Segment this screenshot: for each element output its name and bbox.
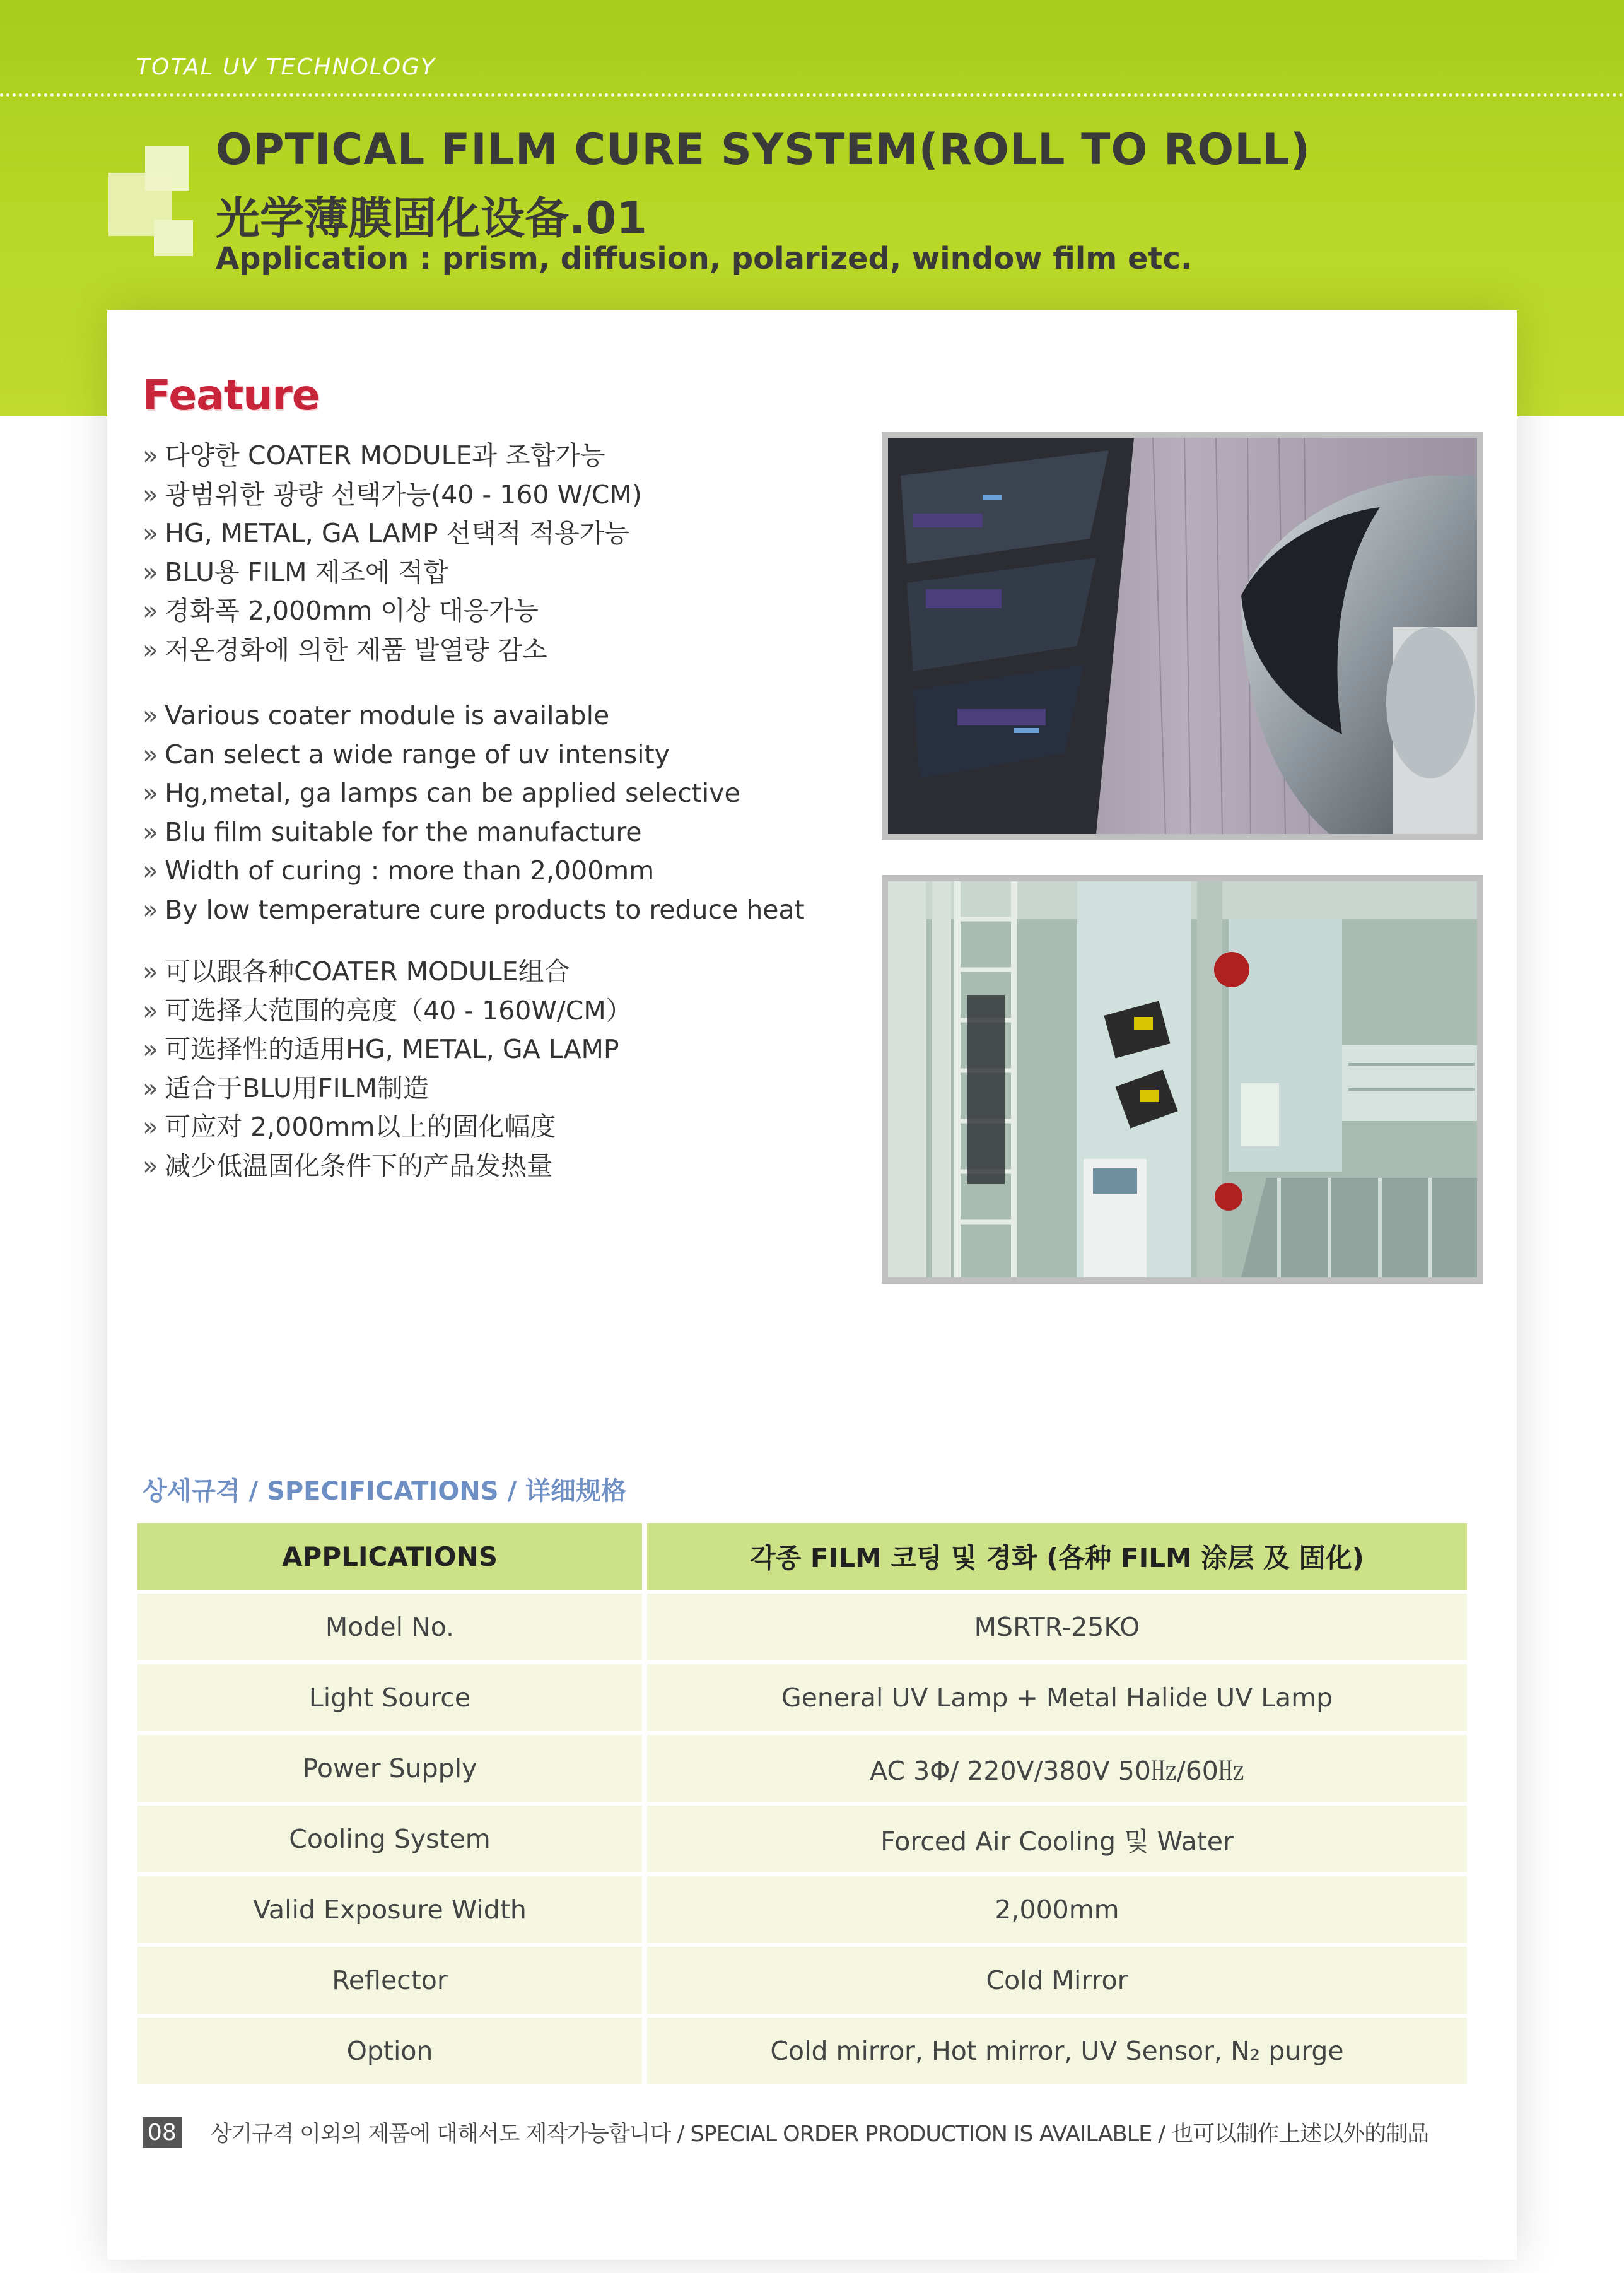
spec-value: MSRTR-25KO	[647, 1594, 1467, 1660]
table-row	[137, 1876, 1467, 1943]
spec-value: Forced Air Cooling 및 Water	[647, 1806, 1467, 1872]
feature-item: » 可应对 2,000mm以上的固化幅度	[143, 1112, 556, 1142]
page-title: OPTICAL FILM CURE SYSTEM(ROLL TO ROLL)	[216, 125, 1311, 175]
feature-item: » 适合于BLU用FILM制造	[143, 1072, 429, 1103]
spec-value: AC 3Φ/ 220V/380V 50㎐/60㎐	[647, 1735, 1467, 1802]
table-row	[137, 1947, 1467, 2014]
spec-value: Cold Mirror	[647, 1947, 1467, 2014]
spec-header-applications: APPLICATIONS	[137, 1523, 642, 1590]
spec-table	[132, 1519, 1472, 2088]
feature-item: » HG, METAL, GA LAMP 선택적 적용가능	[143, 518, 629, 548]
spec-label: Light Source	[137, 1664, 642, 1731]
machine-installation-photo	[882, 875, 1483, 1284]
spec-label: Cooling System	[137, 1806, 642, 1872]
table-row	[137, 1594, 1467, 1660]
spec-heading: 상세규격 / SPECIFICATIONS / 详细规格	[143, 1477, 627, 1506]
feature-item: » 可选择性的适用HG, METAL, GA LAMP	[143, 1034, 619, 1064]
feature-list-chinese	[143, 953, 632, 1185]
table-row	[137, 1664, 1467, 1731]
dotted-divider	[0, 93, 1624, 97]
feature-item: » 다양한 COATER MODULE과 조합가능	[143, 440, 605, 471]
feature-item: » Hg,metal, ga lamps can be applied selective	[143, 778, 740, 808]
spec-value: Cold mirror, Hot mirror, UV Sensor, N₂ purge	[647, 2018, 1467, 2084]
spec-label: Option	[137, 2018, 642, 2084]
application-subtitle: Application : prism, diffusion, polarized, window film etc.	[216, 241, 1193, 276]
spec-label: Valid Exposure Width	[137, 1876, 642, 1943]
footer-note: 상기규격 이외의 제품에 대해서도 제작가능합니다 / SPECIAL ORDER PRODUCTION IS AVAILABLE / 也可以制作上述以外的制品	[210, 2122, 1429, 2147]
feature-item: » 可以跟各种COATER MODULE组合	[143, 956, 570, 987]
feature-item: » 저온경화에 의한 제품 발열량 감소	[143, 634, 547, 665]
spec-label: Power Supply	[137, 1735, 642, 1802]
feature-list-english	[143, 696, 805, 929]
feature-heading: Feature	[143, 371, 320, 420]
decorative-square	[154, 220, 193, 256]
feature-item: » 可选择大范围的亮度（40 - 160W/CM）	[143, 995, 632, 1026]
table-row	[137, 1735, 1467, 1802]
spec-value: General UV Lamp + Metal Halide UV Lamp	[647, 1664, 1467, 1731]
spec-header-row	[137, 1523, 1467, 1590]
page-footer	[143, 2115, 1428, 2150]
feature-item: » Various coater module is available	[143, 700, 610, 731]
spec-label: Model No.	[137, 1594, 642, 1660]
spec-header-description: 각종 FILM 코팅 및 경화 (各种 FILM 涂层 及 固化)	[647, 1523, 1467, 1590]
brand-label: TOTAL UV TECHNOLOGY	[136, 54, 436, 80]
feature-item: » Can select a wide range of uv intensity	[143, 739, 670, 770]
feature-item: » BLU용 FILM 제조에 적합	[143, 556, 448, 587]
spec-label: Reflector	[137, 1947, 642, 2014]
feature-item: » Width of curing : more than 2,000mm	[143, 855, 655, 886]
feature-item: » 경화폭 2,000mm 이상 대응가능	[143, 596, 539, 626]
spec-value: 2,000mm	[647, 1876, 1467, 1943]
page-number: 08	[143, 2117, 182, 2148]
table-row	[137, 1806, 1467, 1872]
film-roll-photo	[882, 432, 1483, 840]
feature-item: » 减少低温固化条件下的产品发热量	[143, 1150, 553, 1181]
feature-item: » By low temperature cure products to reduce heat	[143, 894, 805, 925]
feature-item: » Blu film suitable for the manufacture	[143, 816, 642, 847]
feature-item: » 광범위한 광량 선택가능(40 - 160 W/CM)	[143, 479, 642, 510]
table-row	[137, 2018, 1467, 2084]
feature-list-korean	[143, 437, 642, 669]
page-title-chinese: 光学薄膜固化设备.01	[216, 192, 648, 244]
